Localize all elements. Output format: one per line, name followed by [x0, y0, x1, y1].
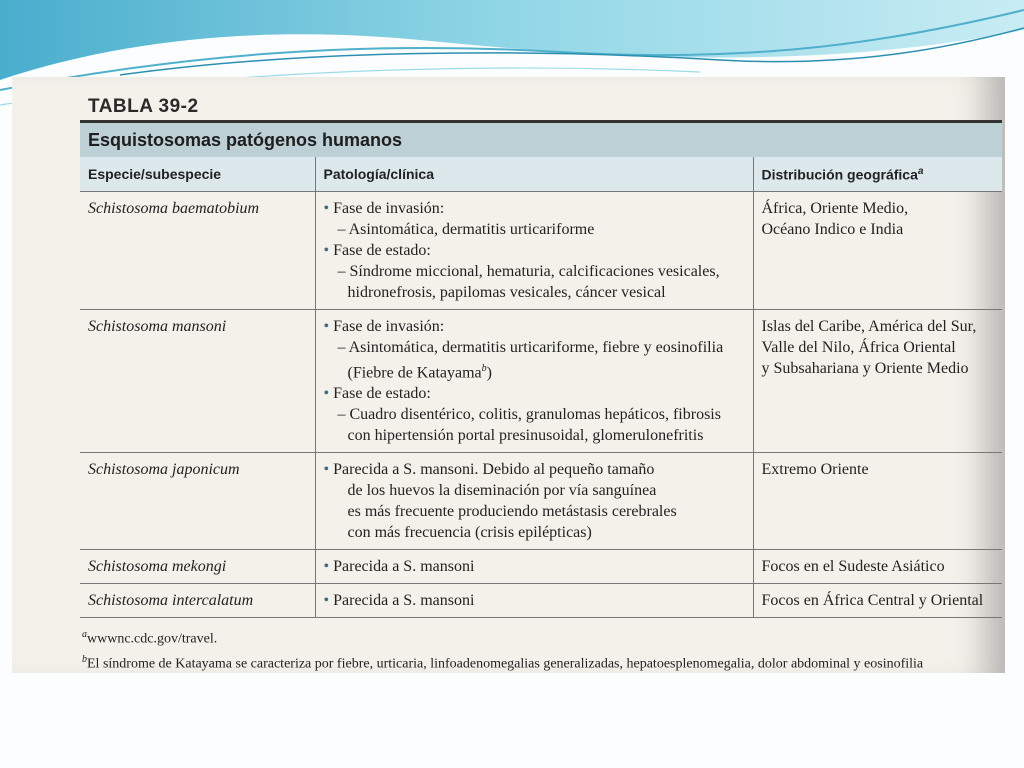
- pathology-cell: [315, 310, 753, 453]
- pathology-line: [324, 480, 745, 501]
- header-row: [80, 157, 1002, 192]
- distribution-line: Focos en el Sudeste Asiático: [761, 558, 945, 576]
- footnote-b-mark: b: [82, 653, 87, 665]
- pathology-line-text: Fase de invasión:: [333, 318, 445, 335]
- pathology-cell: [315, 584, 753, 618]
- distribution-line: Océano Indico e India: [761, 221, 904, 238]
- pathology-line-suffix: ): [486, 364, 492, 382]
- species-cell: Schistosoma mansoni: [80, 310, 315, 453]
- distribution-line: Valle del Nilo, África Oriental: [761, 339, 956, 356]
- pathology-line-text: Cuadro disentérico, colitis, granulomas hepáticos, fibrosis: [349, 406, 721, 424]
- distribution-line: Islas del Caribe, América del Sur,: [761, 318, 977, 335]
- pathology-line-text: de los huevos la diseminación por vía sanguínea: [347, 482, 657, 500]
- table-row: [80, 550, 1002, 584]
- footnote-a-text: wwwnc.cdc.gov/travel.: [87, 631, 218, 647]
- footnote-a-mark: a: [82, 629, 87, 640]
- species-cell: Schistosoma intercalatum: [80, 584, 315, 618]
- header-distribution: [753, 157, 1002, 192]
- distribution-line: Focos en África Central y Oriental: [761, 592, 984, 610]
- pathology-cell: [315, 453, 753, 550]
- table-row: [80, 584, 1002, 618]
- distribution-line: África, Oriente Medio,: [761, 200, 909, 217]
- species-cell: Schistosoma baematobium: [80, 192, 315, 310]
- data-table: [80, 157, 1002, 618]
- species-cell: Schistosoma mekongi: [80, 550, 315, 584]
- species-cell: Schistosoma japonicum: [80, 453, 315, 550]
- header-species: Especie/subespecie: [80, 157, 315, 192]
- pathology-line: [324, 240, 745, 261]
- schistosoma-table: [80, 120, 1002, 618]
- pathology-line: [324, 501, 745, 522]
- pathology-line: [324, 337, 745, 358]
- table-number: TABLA 39-2: [88, 96, 199, 117]
- pathology-line-text: con hipertensión portal presinusoidal, glomerulonefritis: [347, 427, 704, 445]
- distribution-cell: [753, 550, 1002, 584]
- distribution-cell: [753, 453, 1002, 550]
- footnote-b-text: El síndrome de Katayama se caracteriza por fiebre, urticaria, linfoadenomegalias generalizadas, hepatoesplenomegalia, dolor abdominal y eosinofilia: [87, 656, 924, 672]
- pathology-line: [324, 316, 745, 337]
- pathology-cell: [315, 550, 753, 584]
- footnote-a: [82, 625, 1002, 650]
- pathology-line: [324, 358, 745, 383]
- pathology-cell: [315, 192, 753, 310]
- pathology-line: [324, 590, 745, 611]
- distribution-cell: [753, 584, 1002, 618]
- pathology-line-text: Parecida a S. mansoni: [333, 592, 475, 610]
- distribution-cell: [753, 310, 1002, 453]
- pathology-line-text: Fase de estado:: [333, 242, 431, 259]
- pathology-line-text: Síndrome miccional, hematuria, calcificaciones vesicales,: [349, 263, 720, 280]
- table-title: Esquistosomas patógenos humanos: [80, 123, 1002, 157]
- footnote-b: [82, 650, 1002, 675]
- pathology-line: [324, 383, 745, 404]
- pathology-line-text: Asintomática, dermatitis urticariforme, fiebre y eosinofilia: [348, 339, 724, 356]
- header-distribution-label: Distribución geográfica: [761, 166, 918, 183]
- pathology-line-text: Fase de invasión:: [333, 200, 445, 217]
- pathology-line: [324, 522, 745, 543]
- pathology-line-text: con más frecuencia (crisis epilépticas): [347, 524, 592, 542]
- pathology-line: [324, 404, 745, 425]
- table-row: [80, 453, 1002, 550]
- pathology-line: [324, 556, 745, 577]
- header-pathology: Patología/clínica: [315, 157, 753, 192]
- pathology-line-text: (Fiebre de Katayama: [347, 364, 482, 382]
- pathology-line-text: Parecida a S. mansoni. Debido al pequeño tamaño: [333, 461, 655, 479]
- table-row: [80, 310, 1002, 453]
- pathology-line-text: Parecida a S. mansoni: [333, 558, 475, 576]
- pathology-line: [324, 425, 745, 446]
- pathology-line-text: es más frecuente produciendo metástasis cerebrales: [347, 503, 677, 521]
- pathology-line: [324, 219, 745, 240]
- pathology-line: [324, 261, 745, 282]
- pathology-line: [324, 459, 745, 480]
- footnotes: [82, 625, 1002, 674]
- pathology-line-text: hidronefrosis, papilomas vesicales, cáncer vesical: [347, 284, 666, 301]
- distribution-cell: [753, 192, 1002, 310]
- distribution-line: Extremo Oriente: [761, 461, 869, 479]
- table-row: [80, 192, 1002, 310]
- header-distribution-note: a: [917, 165, 924, 177]
- pathology-line-text: Asintomática, dermatitis urticariforme: [348, 221, 595, 238]
- pathology-line: [324, 282, 745, 303]
- pathology-line-text: Fase de estado:: [333, 385, 431, 403]
- distribution-line: y Subsahariana y Oriente Medio: [761, 360, 969, 377]
- footnote-ref: b: [481, 363, 487, 374]
- pathology-line: [324, 198, 745, 219]
